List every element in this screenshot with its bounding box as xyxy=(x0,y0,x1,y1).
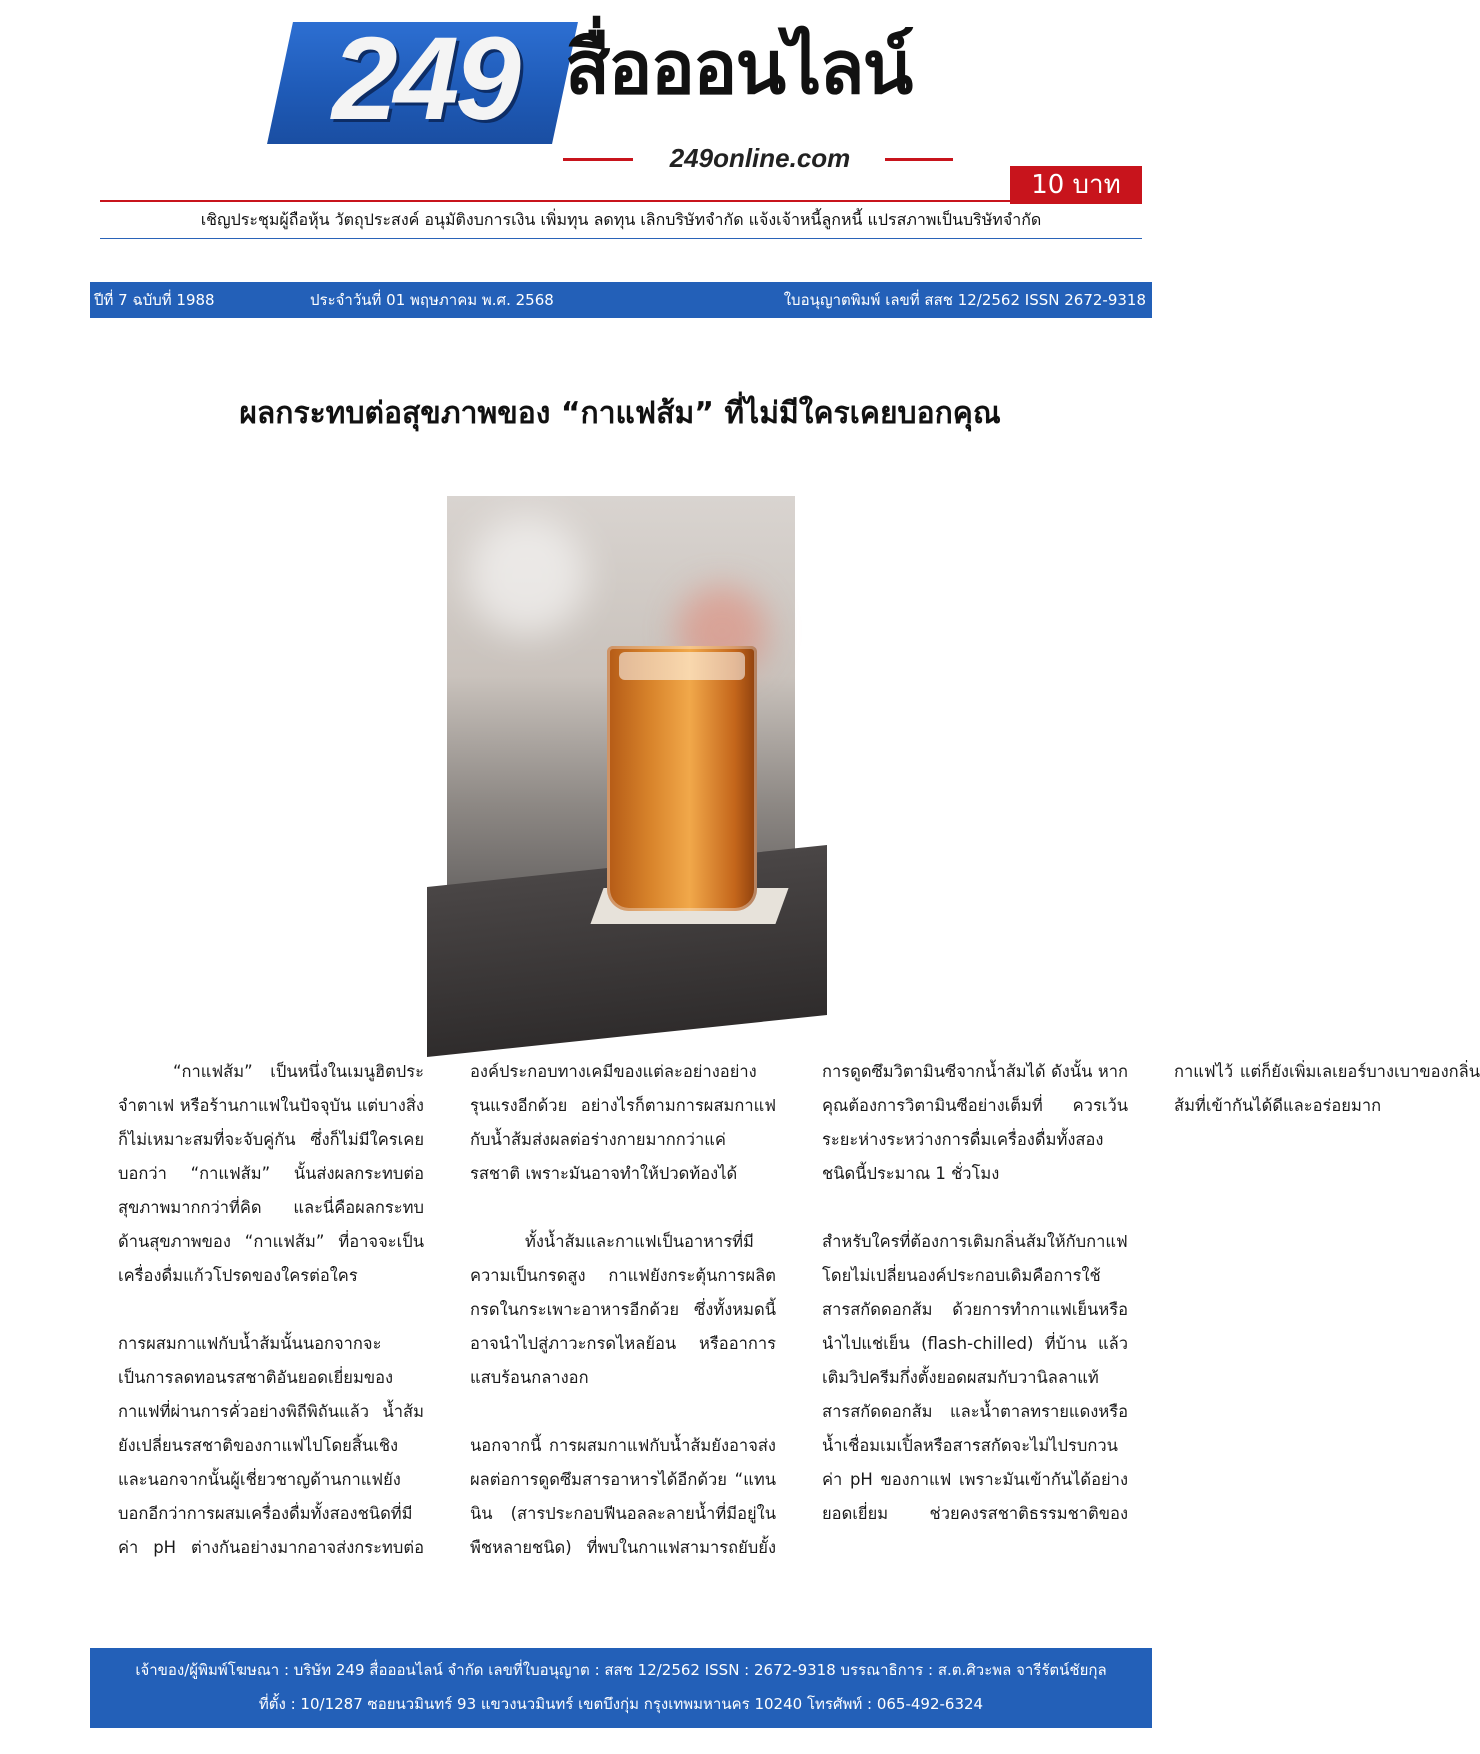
footer-publisher-info: เจ้าของ/ผู้พิมพ์โฆษณา : บริษัท 249 สื่อออนไลน์ จำกัด เลขที่ใบอนุญาต : สสช 12/2562 ISSN : 2672-9318 บรรณาธิการ : ส.ต.ศิวะพล จารีรัตน์ชัยกุล xyxy=(135,1661,1107,1679)
article-photo xyxy=(447,496,795,1011)
article-paragraph: ทั้งน้ำส้มและกาแฟเป็นอาหารที่มีความเป็นกรดสูง กาแฟยังกระตุ้นการผลิตกรดในกระเพาะอาหารอีกด้วย ซึ่งทั้งหมดนี้อาจนำไปสู่ภาวะกรดไหลย้อน หรืออาการแสบร้อนกลางอก xyxy=(470,1232,776,1387)
logo-wordmark: สื่อออนไลน์ xyxy=(565,25,912,111)
website-label: 249online.com xyxy=(669,143,851,173)
article-headline: ผลกระทบต่อสุขภาพของ “กาแฟส้ม” ที่ไม่มีใครเคยบอกคุณ xyxy=(239,396,1001,432)
issue-volume: ปีที่ 7 ฉบับที่ 1988 xyxy=(94,291,215,309)
publisher-footer xyxy=(90,1648,1152,1728)
photo-bokeh-light xyxy=(467,516,587,636)
masthead xyxy=(0,0,1240,240)
logo-number: 249 xyxy=(332,13,517,145)
services-divider xyxy=(100,238,1142,239)
article-paragraph: การผสมกาแฟกับน้ำส้มนั้นนอกจากจะเป็นการลดทอนรสชาติอันยอดเยี่ยมของกาแฟที่ผ่านการคั่วอย่างพิถีพิถันแล้ว น้ำส้มยังเปลี่ยนรสชาติของกาแฟไปโดยสิ้นเชิง และนอกจากนั้นผู้เชี่ยวชาญด้านกาแฟยังบอกอีกว่าการผสมเครื่องดื่มทั้งสองชนิดที่มีค่า pH ต่างกันอย่างมากอาจส่งกระทบต่อองค์ประกอบทางเคมีของแต่ละอย่างอย่างรุนแรงอีกด้วย อย่างไรก็ตามการผสมกาแฟกับน้ำส้มส่งผลต่อร่างกายมากกว่าแค่รสชาติ เพราะมันอาจทำให้ปวดท้องได้ xyxy=(118,1062,776,1557)
masthead-divider xyxy=(100,200,1142,202)
footer-address: ที่ตั้ง : 10/1287 ซอยนวมินทร์ 93 แขวงนวมินทร์ เขตบึงกุ่ม กรุงเทพมหานคร 10240 โทรศัพท์ : 065-492-6324 xyxy=(258,1695,984,1713)
logo-rule-left xyxy=(563,158,633,161)
photo-ice xyxy=(619,652,745,680)
services-line: เชิญประชุมผู้ถือหุ้น วัตถุประสงค์ อนุมัติงบการเงิน เพิ่มทุน ลดทุน เลิกบริษัทจำกัด แจ้งเจ้าหนี้ลูกหนี้ แปรสภาพเป็นบริษัทจำกัด xyxy=(200,210,1042,229)
issue-date: ประจำวันที่ 01 พฤษภาคม พ.ศ. 2568 xyxy=(310,291,554,309)
iced-drink-glass xyxy=(607,646,757,911)
article-body xyxy=(118,1055,1480,1575)
issue-license: ใบอนุญาตพิมพ์ เลขที่ สสช 12/2562 ISSN 2672-9318 xyxy=(783,291,1146,309)
price-badge: 10 บาท xyxy=(1010,166,1142,204)
article-paragraph: สำหรับใครที่ต้องการเติมกลิ่นส้มให้กับกาแฟโดยไม่เปลี่ยนองค์ประกอบเดิมคือการใช้สารสกัดดอกส้ม ด้วยการทำกาแฟเย็นหรือนำไปแช่เย็น (flash-chilled) ที่บ้าน แล้วเติมวิปครีมกึ่งตั้งยอดผสมกับวานิลลาแท้ สารสกัดดอกส้ม และน้ำตาลทรายแดงหรือน้ำเชื่อมเมเปิ้ลหรือสารสกัดจะไม่ไปรบกวนค่า pH ของกาแฟ เพราะมันเข้ากันได้อย่างยอดเยี่ยม ช่วยคงรสชาติธรรมชาติของกาแฟไว้ แต่ก็ยังเพิ่มเลเยอร์บางเบาของกลิ่นส้มที่เข้ากันได้ดีและอร่อยมาก xyxy=(822,1062,1480,1523)
article-paragraph: นอกจากนี้ การผสมกาแฟกับน้ำส้มยังอาจส่งผลต่อการดูดซึมสารอาหารได้อีกด้วย “แทนนิน (สารประกอบฟีนอลละลายน้ำที่มีอยู่ในพืชหลายชนิด) ที่พบในกาแฟสามารถยับยั้งการดูดซึมวิตามินซีจากน้ำส้มได้ ดังนั้น หากคุณต้องการวิตามินซีอย่างเต็มที่ ควรเว้นระยะห่างระหว่างการดื่มเครื่องดื่มทั้งสองชนิดนี้ประมาณ 1 ชั่วโมง xyxy=(470,1062,1128,1557)
issue-info-bar xyxy=(90,282,1152,318)
logo-rule-right xyxy=(885,158,953,161)
article-paragraph: “กาแฟส้ม” เป็นหนึ่งในเมนูฮิตประจำตาเฟ หรือร้านกาแฟในปัจจุบัน แต่บางสิ่งก็ไม่เหมาะสมที่จะจับคู่กัน ซึ่งก็ไม่มีใครเคยบอกว่า “กาแฟส้ม” นั้นส่งผลกระทบต่อสุขภาพมากกว่าที่คิด และนี่คือผลกระทบด้านสุขภาพของ “กาแฟส้ม” ที่อาจจะเป็นเครื่องดื่มแก้วโปรดของใครต่อใคร xyxy=(118,1062,424,1285)
